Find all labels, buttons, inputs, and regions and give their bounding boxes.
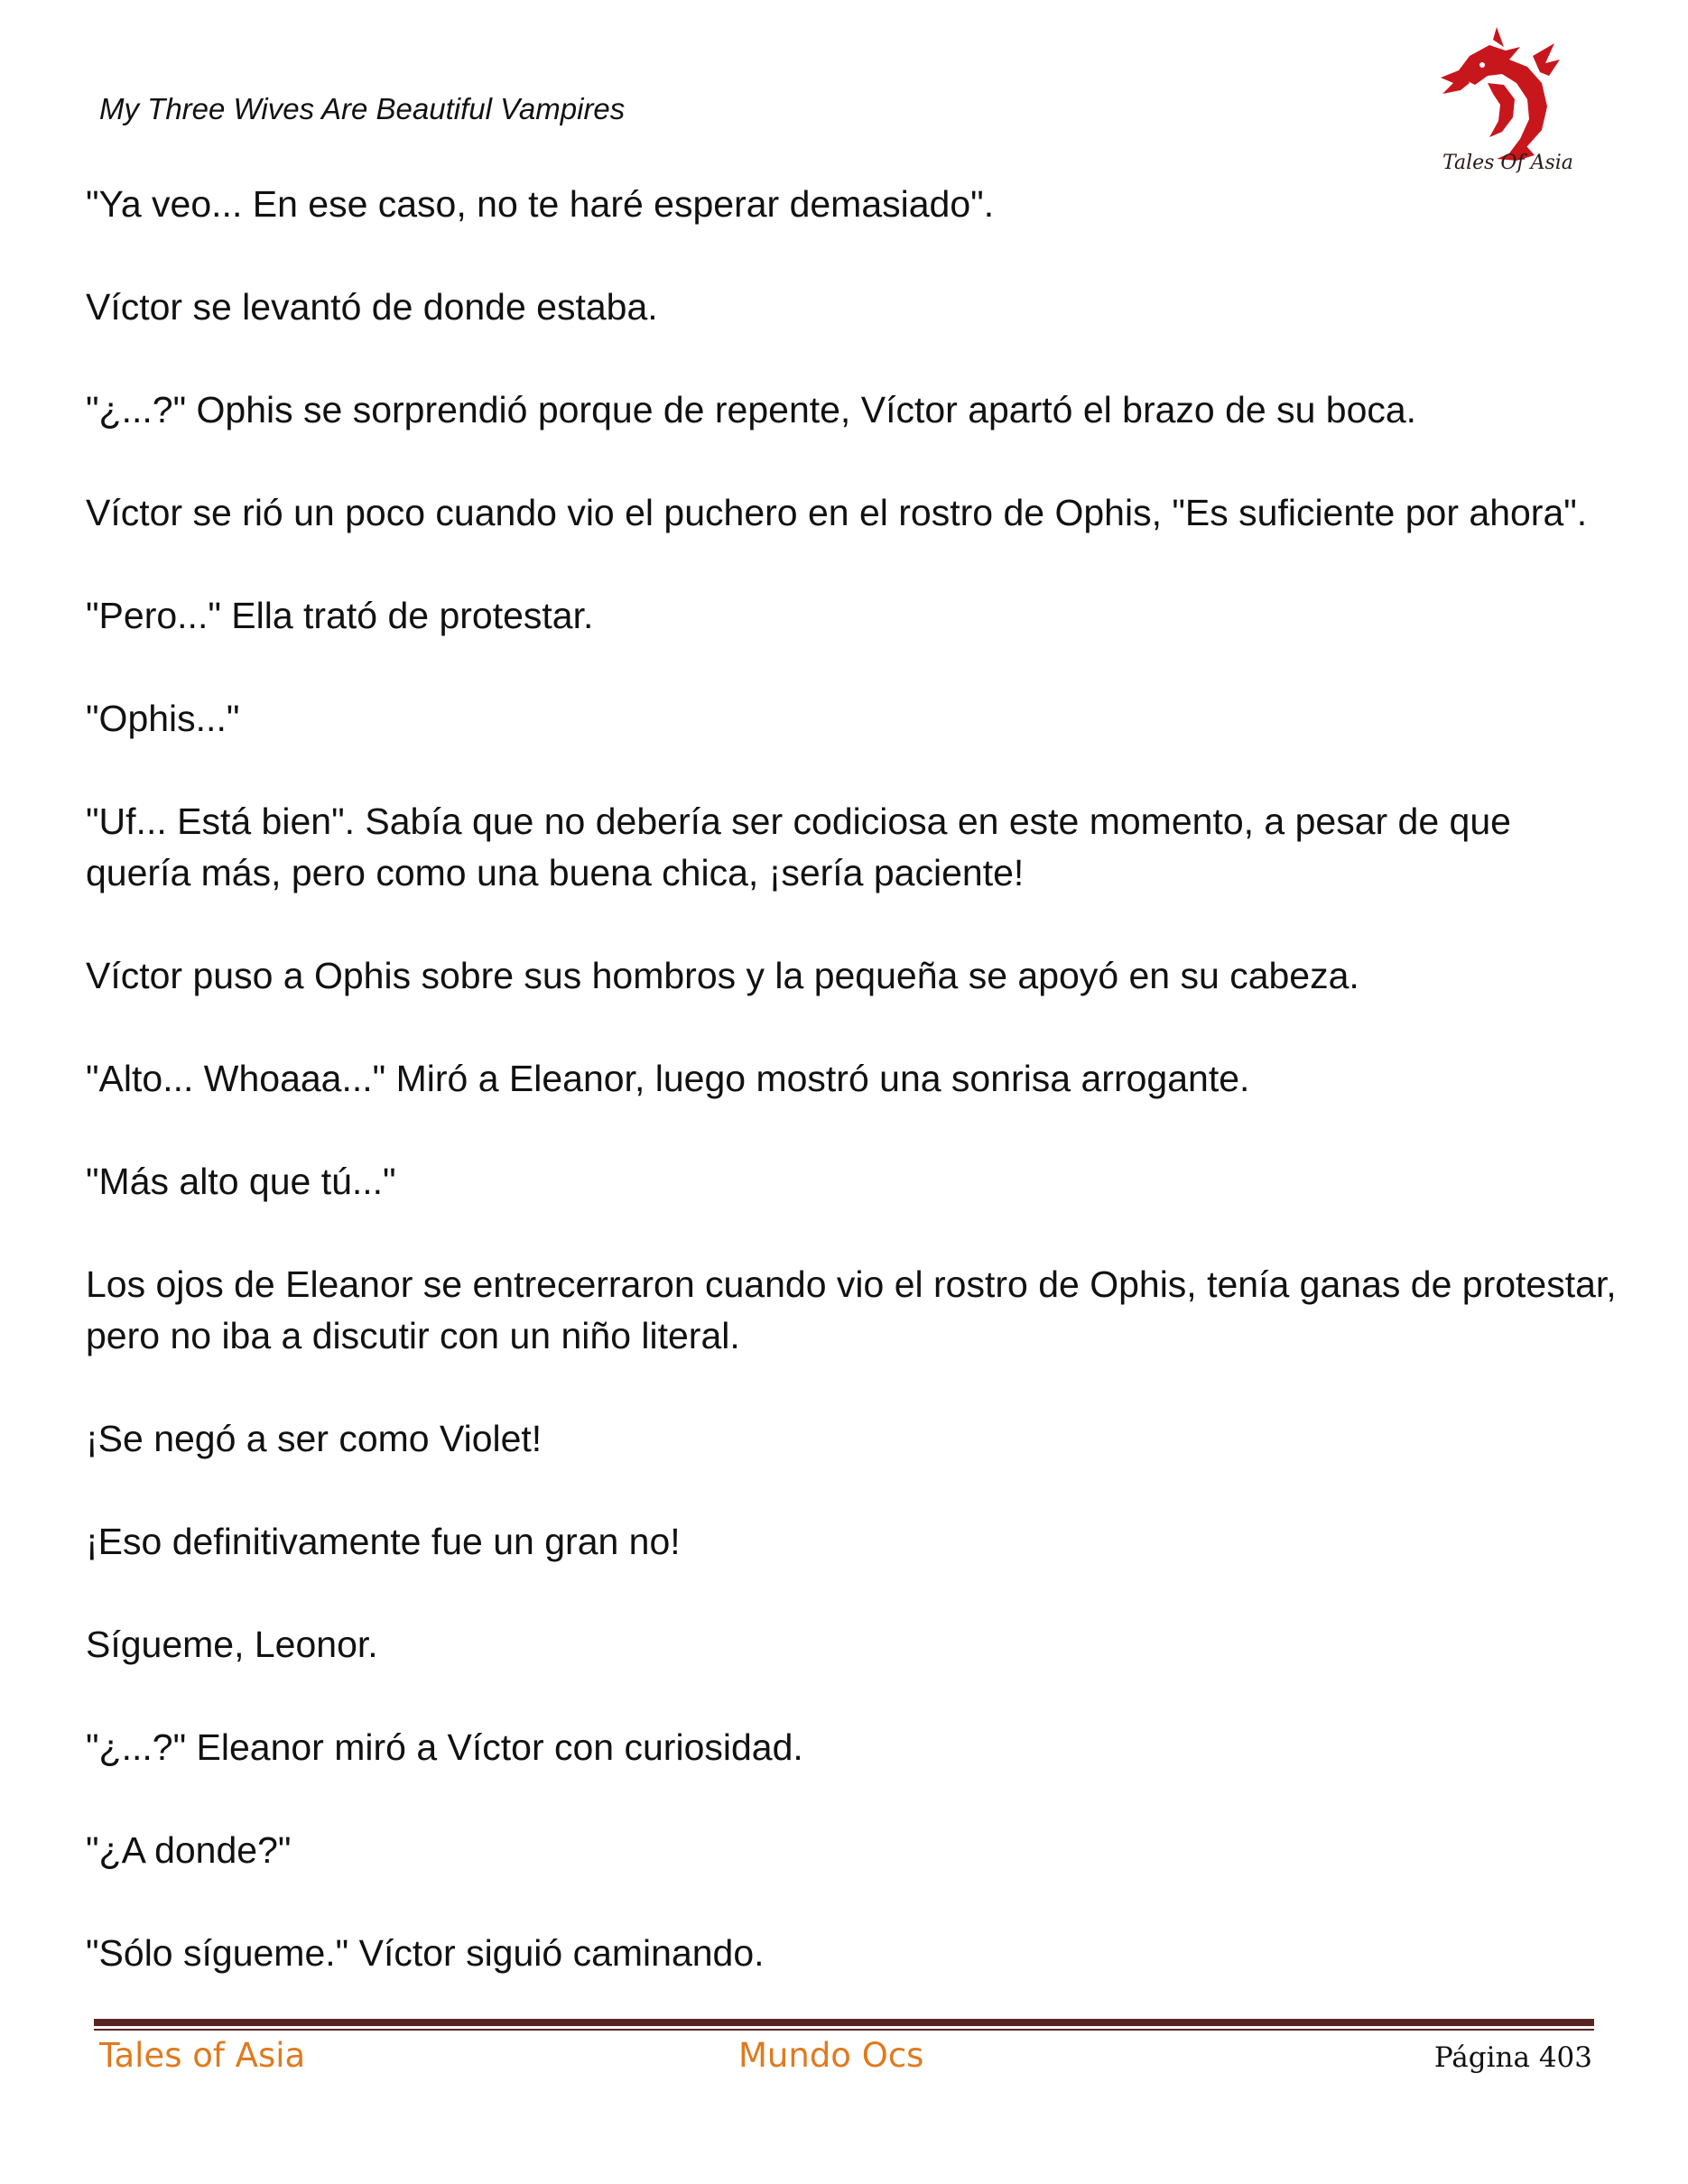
page-body	[86, 179, 1620, 2031]
book-title: My Three Wives Are Beautiful Vampires	[99, 92, 626, 125]
paragraph: "Uf... Está bien". Sabía que no debería ser codiciosa en este momento, a pesar de que quería más, pero como una buena chica, ¡sería paciente!	[86, 800, 1511, 893]
paragraph: "¿...?" Ophis se sorprendió porque de repente, Víctor apartó el brazo de su boca.	[86, 389, 1417, 430]
page-number: Página 403	[1433, 2041, 1592, 2074]
paragraph: Víctor se levantó de donde estaba.	[86, 286, 658, 328]
footer-divider-thin	[94, 2029, 1594, 2031]
logo-caption: Tales Of Asia	[1442, 152, 1573, 174]
paragraph: Víctor se rió un poco cuando vio el puchero en el rostro de Ophis, "Es suficiente por ahora".	[86, 492, 1588, 533]
paragraph: "Sólo sígueme." Víctor siguió caminando.	[86, 1932, 765, 1974]
footer-publisher: Tales of Asia	[99, 2036, 306, 2075]
paragraph: Sígueme, Leonor.	[86, 1624, 378, 1665]
paragraph: "¿A donde?"	[86, 1829, 292, 1871]
paragraph: Los ojos de Eleanor se entrecerraron cuando vio el rostro de Ophis, tenía ganas de protestar, pero no iba a discutir con un niño literal.	[86, 1263, 1617, 1356]
paragraph: ¡Eso definitivamente fue un gran no!	[86, 1521, 681, 1562]
paragraph: "Pero..." Ella trató de protestar.	[86, 595, 594, 636]
paragraph: "Más alto que tú..."	[86, 1161, 396, 1202]
paragraph: "Ophis..."	[86, 698, 240, 739]
paragraph: "Alto... Whoaaa..." Miró a Eleanor, luego mostró una sonrisa arrogante.	[86, 1058, 1250, 1099]
paragraph: "Ya veo... En ese caso, no te haré esperar demasiado".	[86, 183, 995, 225]
paragraph: ¡Se negó a ser como Violet!	[86, 1418, 543, 1459]
footer-site: Mundo Ocs	[738, 2036, 924, 2075]
paragraph: Víctor puso a Ophis sobre sus hombros y la pequeña se apoyó en su cabeza.	[86, 955, 1359, 996]
paragraph: "¿...?" Eleanor miró a Víctor con curiosidad.	[86, 1726, 803, 1768]
footer-divider	[94, 2019, 1594, 2026]
